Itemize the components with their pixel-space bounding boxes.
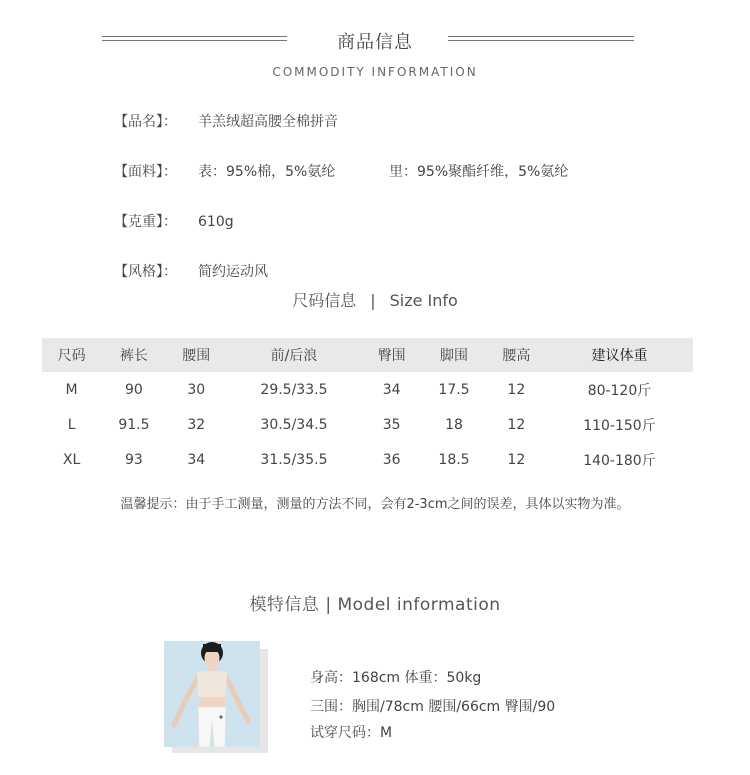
- table-cell: 12: [507, 416, 526, 433]
- size-info-title-cn: 尺码信息: [292, 291, 357, 310]
- table-cell: 140-180斤: [583, 452, 656, 469]
- size-info-separator: |: [370, 291, 376, 310]
- table-cell: 31.5/35.5: [260, 451, 328, 468]
- model-measurements: 三围：胸围/78cm 腰围/66cm 臀围/90: [310, 699, 556, 715]
- info-weight-value: 610g: [198, 214, 234, 230]
- table-cell: L: [67, 416, 76, 433]
- model-photo: [164, 641, 260, 747]
- table-cell: 29.5/33.5: [260, 381, 328, 398]
- info-name-label: 【品名】：: [114, 114, 177, 130]
- size-table: [42, 338, 693, 477]
- table-cell: 36: [382, 451, 401, 468]
- info-style-row: [114, 261, 268, 281]
- size-info-heading: [0, 288, 750, 311]
- info-style-value: 简约运动风: [198, 264, 268, 280]
- size-col-header: 腰围: [167, 338, 226, 372]
- table-row: [42, 407, 693, 442]
- table-cell: 12: [507, 381, 526, 398]
- table-cell: XL: [62, 451, 81, 468]
- table-cell: 35: [382, 416, 401, 433]
- table-cell: 30.5/34.5: [260, 416, 328, 433]
- model-figure-illustration: [164, 641, 260, 747]
- size-col-header: 尺码: [42, 338, 101, 372]
- info-fabric-row: [114, 161, 569, 181]
- info-fabric-inner: 里：95%聚酯纤维，5%氨纶: [389, 164, 569, 180]
- model-info-heading: 模特信息 | Model information: [249, 595, 501, 615]
- info-fabric-label: 【面料】：: [114, 164, 177, 180]
- table-cell: 80-120斤: [587, 382, 652, 399]
- info-weight-label: 【克重】：: [114, 214, 177, 230]
- table-cell: M: [65, 381, 78, 398]
- info-fabric-outer: 表：95%棉，5%氨纶: [198, 164, 336, 180]
- table-cell: 17.5: [438, 381, 470, 398]
- table-cell: 93: [125, 451, 143, 468]
- page-subtitle: COMMODITY INFORMATION: [272, 65, 478, 79]
- table-cell: 110-150斤: [583, 417, 656, 434]
- size-info-title-en: Size Info: [389, 291, 458, 310]
- size-col-header: 腰高: [487, 338, 546, 372]
- info-style-label: 【风格】：: [114, 264, 177, 280]
- size-table-header-row: [42, 338, 693, 372]
- info-weight-row: [114, 211, 234, 231]
- page-title: 商品信息: [337, 32, 413, 53]
- table-cell: 18: [445, 416, 463, 433]
- info-name-row: [114, 111, 338, 131]
- table-cell: 34: [382, 381, 401, 398]
- table-cell: 32: [187, 416, 206, 433]
- size-col-header: 脚围: [421, 338, 486, 372]
- model-height-weight: 身高：168cm 体重：50kg: [310, 670, 482, 686]
- table-cell: 90: [125, 381, 143, 398]
- info-name-value: 羊羔绒超高腰全棉拼音: [198, 114, 338, 130]
- size-col-header: 裤长: [101, 338, 166, 372]
- size-col-header: 臀围: [362, 338, 421, 372]
- table-cell: 34: [187, 451, 206, 468]
- table-row: [42, 442, 693, 477]
- size-col-header: 建议体重: [546, 338, 693, 372]
- table-cell: 91.5: [118, 416, 150, 433]
- size-col-header: 前/后浪: [226, 338, 362, 372]
- measurement-note: 温馨提示：由于手工测量，测量的方法不同，会有2-3cm之间的误差，具体以实物为准。: [120, 497, 630, 512]
- table-cell: 12: [507, 451, 526, 468]
- model-size-tried: 试穿尺码：M: [310, 725, 393, 741]
- table-row: [42, 372, 693, 407]
- table-cell: 30: [187, 381, 206, 398]
- table-cell: 18.5: [438, 451, 470, 468]
